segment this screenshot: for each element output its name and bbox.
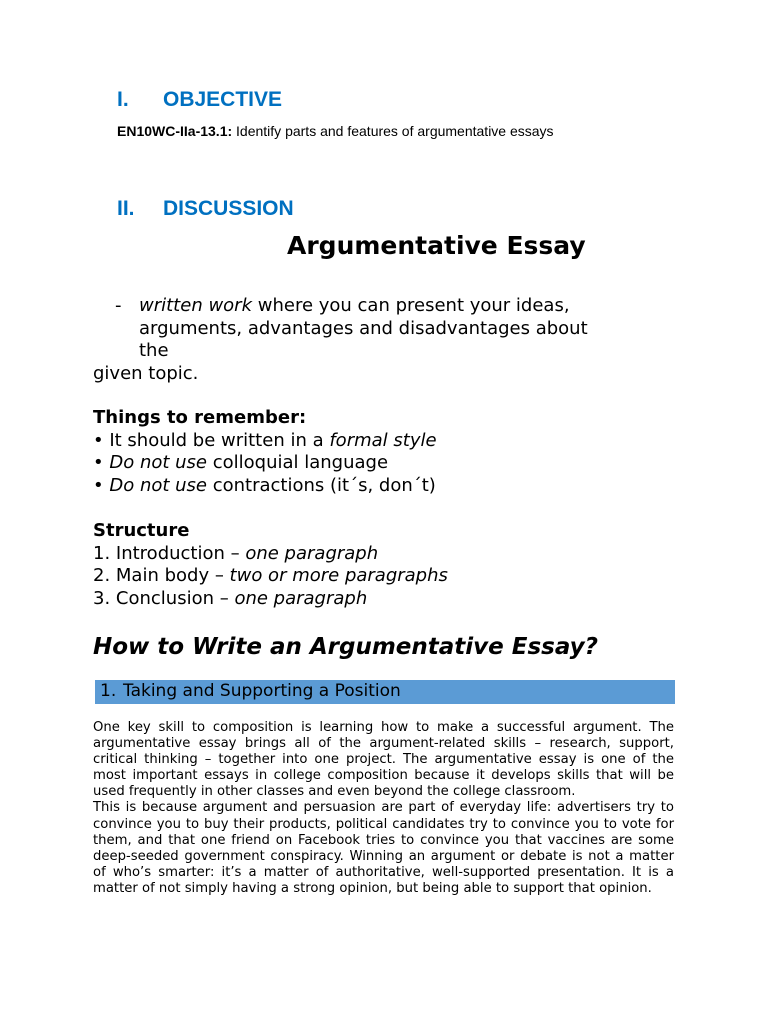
definition-line-2: arguments, advantages and disadvantages about <box>139 317 588 339</box>
structure-item <box>93 543 448 566</box>
remember-item-text: • <box>93 474 110 496</box>
discussion-number: II. <box>117 197 135 220</box>
remember-item <box>93 430 437 453</box>
objective-text: Identify parts and features of argumentative essays <box>236 123 554 139</box>
structure-item-italic: two or more paragraphs <box>229 565 448 587</box>
discussion-heading <box>117 197 294 221</box>
competency-code: EN10WC-IIa-13.1: <box>117 123 233 139</box>
objective-statement <box>117 123 554 139</box>
structure-heading: Structure <box>93 520 190 541</box>
structure-item-text: 2. Main body – <box>93 565 230 587</box>
definition-line-4: given topic. <box>93 362 199 384</box>
remember-item-italic: Do not use <box>109 474 207 496</box>
structure-item-italic: one paragraph <box>245 542 379 564</box>
objective-title: OBJECTIVE <box>163 88 283 111</box>
structure-item-text: 1. Introduction – <box>93 542 246 564</box>
body-paragraph: This is because argument and persuasion are part of everyday life: advertisers try to convince you to buy their products, political candidates try to convince you to vote for them, and that one friend on Facebook tries to convince you that vaccines are some deep-seeded government conspiracy. Winning an argument or debate is not a matter of who’s smarter: it’s a matter of authoritative, well-supported presentation. It is a matter of not simply having a strong opinion, but being able to support that opinion. <box>93 800 674 896</box>
subsection-number: 1. <box>100 681 117 701</box>
structure-block <box>93 520 448 610</box>
objective-heading <box>117 88 282 112</box>
structure-item <box>93 565 448 588</box>
page-title: Argumentative Essay <box>287 231 586 260</box>
subsection-heading-bar <box>95 680 675 704</box>
definition-line-3: the <box>139 340 169 362</box>
remember-item <box>93 475 437 498</box>
remember-item-text: • <box>93 452 110 474</box>
discussion-title: DISCUSSION <box>163 197 294 220</box>
structure-item-italic: one paragraph <box>234 587 368 609</box>
body-paragraph: One key skill to composition is learning how to make a successful argument. The argumentative essay brings all of the argument-related skills – research, support, critical thinking – together into one project. The argumentative essay is one of the most important essays in college composition because it develops skills that will be used frequently in other classes and even beyond the college classroom. <box>93 720 674 800</box>
remember-heading: Things to remember: <box>93 407 307 428</box>
remember-item-suffix: contractions (it´s, don´t) <box>207 474 436 496</box>
remember-item <box>93 452 437 475</box>
remember-item-italic: formal style <box>329 429 437 451</box>
definition-dash: - <box>115 295 122 316</box>
objective-number: I. <box>117 88 129 111</box>
body-text <box>93 720 674 897</box>
subsection-title: Taking and Supporting a Position <box>123 681 401 701</box>
remember-item-suffix: colloquial language <box>207 452 389 474</box>
definition-italic: written work <box>139 295 253 316</box>
remember-block <box>93 407 437 497</box>
structure-item <box>93 588 448 611</box>
definition-block <box>93 295 693 385</box>
definition-line-1-rest: where you can present your ideas, <box>252 295 570 316</box>
remember-item-text: • It should be written in a <box>93 429 330 451</box>
remember-item-italic: Do not use <box>109 452 207 474</box>
definition-line-1 <box>139 295 693 318</box>
how-to-heading: How to Write an Argumentative Essay? <box>93 634 599 660</box>
structure-item-text: 3. Conclusion – <box>93 587 235 609</box>
